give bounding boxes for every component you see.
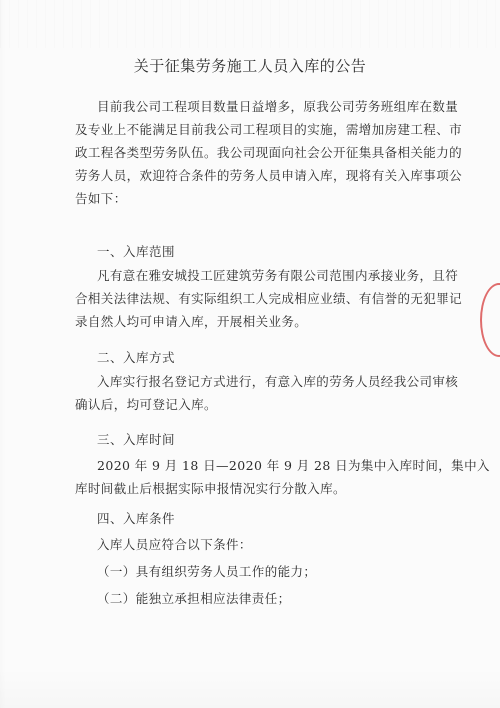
section-time bbox=[75, 428, 447, 451]
section-method bbox=[75, 346, 447, 369]
section-line: 2020 年 9 月 18 日—2020 年 9 月 28 日为集中入库时间，集中入 bbox=[97, 458, 490, 473]
section-line: 录自然人均可申请入库，开展相关业务。 bbox=[75, 314, 308, 329]
section-heading: 二、入库方式 bbox=[97, 350, 176, 365]
section-line: 库时间截止后根据实际申报情况实行分散入库。 bbox=[75, 481, 346, 496]
section-scope-body bbox=[75, 264, 463, 333]
section-method-body bbox=[75, 370, 459, 416]
section-heading: 四、入库条件 bbox=[97, 511, 176, 526]
intro-line: 告如下： bbox=[75, 191, 127, 206]
intro-line: 目前我公司工程项目数量日益增多，原我公司劳务班组库在数量 bbox=[97, 99, 459, 114]
section-line: 合相关法律法规、有实际组织工人完成相应业绩、有信誉的无犯罪记 bbox=[75, 291, 463, 306]
section-line: （一）具有组织劳务人员工作的能力； bbox=[97, 564, 317, 579]
section-line: 入库实行报名登记方式进行，有意入库的劳务人员经我公司审核 bbox=[97, 374, 459, 389]
intro-paragraph bbox=[75, 95, 463, 210]
intro-line: 劳务人员，欢迎符合条件的劳务人员申请入库，现将有关入库事项公 bbox=[75, 168, 463, 183]
section-scope bbox=[75, 240, 447, 263]
section-heading: 一、入库范围 bbox=[97, 244, 176, 259]
notice-title: 关于征集劳务施工人员入库的公告 bbox=[133, 57, 367, 75]
section-conditions-body bbox=[75, 533, 447, 610]
section-heading: 三、入库时间 bbox=[97, 432, 176, 447]
section-line: 入库人员应符合以下条件： bbox=[97, 537, 252, 552]
intro-line: 及专业上不能满足目前我公司工程项目的实施，需增加房建工程、市 bbox=[75, 122, 463, 137]
section-time-body bbox=[75, 454, 490, 500]
scan-texture bbox=[0, 0, 500, 48]
section-line: （二）能独立承担相应法律责任； bbox=[97, 591, 291, 606]
section-line: 凡有意在雅安城投工匠建筑劳务有限公司范围内承接业务，且符 bbox=[97, 268, 459, 283]
section-line: 确认后，均可登记入库。 bbox=[75, 397, 217, 412]
section-conditions bbox=[75, 507, 447, 530]
red-seal-stamp bbox=[480, 283, 500, 357]
intro-line: 政工程各类型劳务队伍。我公司现面向社会公开征集具备相关能力的 bbox=[75, 145, 463, 160]
